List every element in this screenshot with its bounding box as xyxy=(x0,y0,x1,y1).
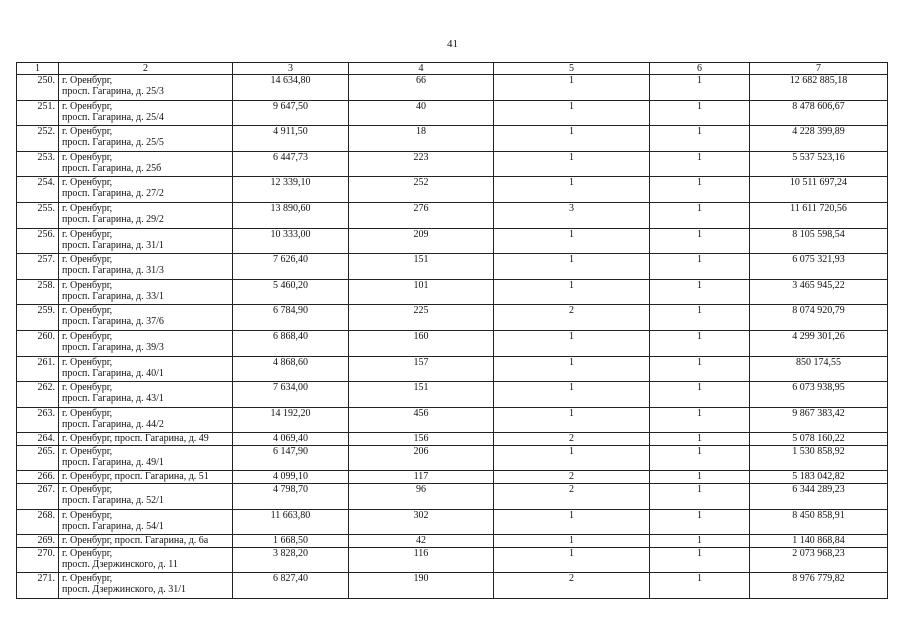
col5-cell: 1 xyxy=(494,75,650,101)
address-cell xyxy=(59,202,233,228)
area-cell: 4 868,60 xyxy=(233,356,349,382)
col6-cell: 1 xyxy=(650,382,750,408)
area-cell: 6 147,90 xyxy=(233,445,349,471)
address-cell xyxy=(59,407,233,433)
amount-cell: 1 140 868,84 xyxy=(750,535,888,548)
col5-cell: 1 xyxy=(494,330,650,356)
row-number: 251. xyxy=(17,100,59,126)
amount-cell: 1 530 858,92 xyxy=(750,445,888,471)
col4-cell: 66 xyxy=(349,75,494,101)
amount-cell: 4 299 301,26 xyxy=(750,330,888,356)
col5-cell: 1 xyxy=(494,126,650,152)
col5-cell: 1 xyxy=(494,228,650,254)
col6-cell: 1 xyxy=(650,535,750,548)
amount-cell: 2 073 968,23 xyxy=(750,547,888,573)
address-cell xyxy=(59,509,233,535)
col6-cell: 1 xyxy=(650,509,750,535)
row-number: 266. xyxy=(17,471,59,484)
address-line: просп. Гагарина, д. 25/4 xyxy=(62,111,164,123)
address-line: г. Оренбург, xyxy=(62,100,113,112)
table-row xyxy=(17,535,888,548)
address-line: г. Оренбург, xyxy=(62,407,113,419)
col6-cell: 1 xyxy=(650,151,750,177)
address-line: г. Оренбург, xyxy=(62,177,113,189)
area-cell: 4 798,70 xyxy=(233,483,349,509)
area-cell: 14 192,20 xyxy=(233,407,349,433)
amount-cell: 6 075 321,93 xyxy=(750,254,888,280)
area-cell: 12 339,10 xyxy=(233,177,349,203)
address-line: просп. Гагарина, д. 49/1 xyxy=(62,456,164,468)
col4-cell: 223 xyxy=(349,151,494,177)
col5-cell: 2 xyxy=(494,433,650,446)
col4-cell: 456 xyxy=(349,407,494,433)
col4-cell: 117 xyxy=(349,471,494,484)
col5-cell: 2 xyxy=(494,471,650,484)
table-row xyxy=(17,356,888,382)
col6-cell: 1 xyxy=(650,330,750,356)
address-line: просп. Гагарина, д. 37/6 xyxy=(62,316,164,328)
table-row xyxy=(17,509,888,535)
address-line: г. Оренбург, xyxy=(62,573,113,585)
address-line: г. Оренбург, xyxy=(62,356,113,368)
row-number: 269. xyxy=(17,535,59,548)
col6-cell: 1 xyxy=(650,433,750,446)
address-cell xyxy=(59,483,233,509)
row-number: 261. xyxy=(17,356,59,382)
address-cell xyxy=(59,126,233,152)
area-cell: 6 868,40 xyxy=(233,330,349,356)
area-cell: 7 626,40 xyxy=(233,254,349,280)
col5-cell: 1 xyxy=(494,100,650,126)
data-table xyxy=(16,62,888,599)
address-line: просп. Гагарина, д. 54/1 xyxy=(62,520,164,532)
amount-cell: 12 682 885,18 xyxy=(750,75,888,101)
col6-cell: 1 xyxy=(650,100,750,126)
col4-cell: 252 xyxy=(349,177,494,203)
row-number: 252. xyxy=(17,126,59,152)
address-cell xyxy=(59,254,233,280)
area-cell: 5 460,20 xyxy=(233,279,349,305)
amount-cell: 8 105 598,54 xyxy=(750,228,888,254)
address-cell xyxy=(59,228,233,254)
page-number: 41 xyxy=(447,38,458,50)
row-number: 257. xyxy=(17,254,59,280)
table-row xyxy=(17,75,888,101)
address-line: г. Оренбург, xyxy=(62,509,113,521)
address-line: просп. Гагарина, д. 40/1 xyxy=(62,367,164,379)
table-row xyxy=(17,151,888,177)
col6-cell: 1 xyxy=(650,573,750,599)
table-row xyxy=(17,445,888,471)
address-line: г. Оренбург, xyxy=(62,228,113,240)
address-line: просп. Гагарина, д. 44/2 xyxy=(62,418,164,430)
col5-cell: 1 xyxy=(494,547,650,573)
address-cell xyxy=(59,177,233,203)
table-row xyxy=(17,407,888,433)
col6-cell: 1 xyxy=(650,483,750,509)
col4-cell: 157 xyxy=(349,356,494,382)
address-line: просп. Гагарина, д. 31/1 xyxy=(62,239,164,251)
col5-cell: 1 xyxy=(494,356,650,382)
area-cell: 4 911,50 xyxy=(233,126,349,152)
row-number: 253. xyxy=(17,151,59,177)
address-cell xyxy=(59,305,233,331)
row-number: 259. xyxy=(17,305,59,331)
table-row xyxy=(17,279,888,305)
address-cell xyxy=(59,445,233,471)
table-row xyxy=(17,547,888,573)
col6-cell: 1 xyxy=(650,356,750,382)
address-cell xyxy=(59,330,233,356)
address-line: г. Оренбург, просп. Гагарина, д. 51 xyxy=(62,471,209,483)
address-line: г. Оренбург, xyxy=(62,483,113,495)
col4-cell: 209 xyxy=(349,228,494,254)
address-cell xyxy=(59,535,233,548)
address-line: просп. Гагарина, д. 31/3 xyxy=(62,265,164,277)
table-row xyxy=(17,305,888,331)
address-line: г. Оренбург, xyxy=(62,547,113,559)
col4-cell: 96 xyxy=(349,483,494,509)
table-row xyxy=(17,483,888,509)
amount-cell: 8 478 606,67 xyxy=(750,100,888,126)
col6-cell: 1 xyxy=(650,547,750,573)
col5-cell: 1 xyxy=(494,509,650,535)
col5-cell: 1 xyxy=(494,445,650,471)
address-line: г. Оренбург, xyxy=(62,75,113,86)
row-number: 262. xyxy=(17,382,59,408)
col5-cell: 1 xyxy=(494,254,650,280)
col4-cell: 156 xyxy=(349,433,494,446)
address-line: г. Оренбург, xyxy=(62,279,113,291)
amount-cell: 850 174,55 xyxy=(750,356,888,382)
address-line: г. Оренбург, просп. Гагарина, д. 6а xyxy=(62,535,209,547)
col5-cell: 1 xyxy=(494,407,650,433)
col5-cell: 1 xyxy=(494,535,650,548)
amount-cell: 11 611 720,56 xyxy=(750,202,888,228)
row-number: 255. xyxy=(17,202,59,228)
column-header: 3 xyxy=(233,63,349,75)
address-cell xyxy=(59,547,233,573)
amount-cell: 5 078 160,22 xyxy=(750,433,888,446)
table-row xyxy=(17,382,888,408)
column-header: 4 xyxy=(349,63,494,75)
amount-cell: 9 867 383,42 xyxy=(750,407,888,433)
amount-cell: 3 465 945,22 xyxy=(750,279,888,305)
row-number: 265. xyxy=(17,445,59,471)
area-cell: 9 647,50 xyxy=(233,100,349,126)
col6-cell: 1 xyxy=(650,126,750,152)
table-row xyxy=(17,202,888,228)
col4-cell: 18 xyxy=(349,126,494,152)
address-line: г. Оренбург, xyxy=(62,151,113,163)
address-line: г. Оренбург, xyxy=(62,202,113,214)
area-cell: 6 827,40 xyxy=(233,573,349,599)
row-number: 254. xyxy=(17,177,59,203)
amount-cell: 5 537 523,16 xyxy=(750,151,888,177)
address-line: просп. Гагарина, д. 43/1 xyxy=(62,393,164,405)
col4-cell: 160 xyxy=(349,330,494,356)
area-cell: 6 784,90 xyxy=(233,305,349,331)
col4-cell: 151 xyxy=(349,254,494,280)
col4-cell: 276 xyxy=(349,202,494,228)
area-cell: 4 099,10 xyxy=(233,471,349,484)
address-cell xyxy=(59,573,233,599)
row-number: 250. xyxy=(17,75,59,101)
area-cell: 7 634,00 xyxy=(233,382,349,408)
col4-cell: 302 xyxy=(349,509,494,535)
col5-cell: 3 xyxy=(494,202,650,228)
row-number: 264. xyxy=(17,433,59,446)
table-row xyxy=(17,126,888,152)
col4-cell: 42 xyxy=(349,535,494,548)
col5-cell: 2 xyxy=(494,483,650,509)
col4-cell: 225 xyxy=(349,305,494,331)
address-cell xyxy=(59,151,233,177)
col6-cell: 1 xyxy=(650,279,750,305)
address-cell xyxy=(59,471,233,484)
table-header-row xyxy=(17,63,888,75)
row-number: 267. xyxy=(17,483,59,509)
address-line: г. Оренбург, xyxy=(62,445,113,457)
address-cell xyxy=(59,382,233,408)
col5-cell: 2 xyxy=(494,573,650,599)
address-line: просп. Гагарина, д. 29/2 xyxy=(62,213,164,225)
area-cell: 4 069,40 xyxy=(233,433,349,446)
address-cell xyxy=(59,100,233,126)
col4-cell: 151 xyxy=(349,382,494,408)
area-cell: 6 447,73 xyxy=(233,151,349,177)
row-number: 263. xyxy=(17,407,59,433)
address-cell xyxy=(59,75,233,101)
row-number: 271. xyxy=(17,573,59,599)
address-line: просп. Дзержинского, д. 11 xyxy=(62,558,178,570)
table-row xyxy=(17,433,888,446)
col5-cell: 1 xyxy=(494,151,650,177)
col4-cell: 116 xyxy=(349,547,494,573)
address-line: г. Оренбург, xyxy=(62,330,113,342)
col4-cell: 190 xyxy=(349,573,494,599)
column-header: 5 xyxy=(494,63,650,75)
col5-cell: 1 xyxy=(494,177,650,203)
area-cell: 1 668,50 xyxy=(233,535,349,548)
col4-cell: 40 xyxy=(349,100,494,126)
col6-cell: 1 xyxy=(650,254,750,280)
table-row xyxy=(17,471,888,484)
address-line: просп. Гагарина, д. 33/1 xyxy=(62,290,164,302)
table-row xyxy=(17,228,888,254)
amount-cell: 4 228 399,89 xyxy=(750,126,888,152)
column-header: 1 xyxy=(17,63,59,75)
area-cell: 3 828,20 xyxy=(233,547,349,573)
col6-cell: 1 xyxy=(650,202,750,228)
col5-cell: 2 xyxy=(494,305,650,331)
col6-cell: 1 xyxy=(650,305,750,331)
area-cell: 11 663,80 xyxy=(233,509,349,535)
col6-cell: 1 xyxy=(650,75,750,101)
address-line: просп. Гагарина, д. 27/2 xyxy=(62,188,164,200)
address-cell xyxy=(59,433,233,446)
area-cell: 14 634,80 xyxy=(233,75,349,101)
col6-cell: 1 xyxy=(650,407,750,433)
column-header: 6 xyxy=(650,63,750,75)
column-header: 2 xyxy=(59,63,233,75)
row-number: 258. xyxy=(17,279,59,305)
amount-cell: 8 450 858,91 xyxy=(750,509,888,535)
column-header: 7 xyxy=(750,63,888,75)
col6-cell: 1 xyxy=(650,445,750,471)
address-line: г. Оренбург, xyxy=(62,305,113,317)
amount-cell: 6 073 938,95 xyxy=(750,382,888,408)
table-row xyxy=(17,330,888,356)
area-cell: 10 333,00 xyxy=(233,228,349,254)
address-line: просп. Дзержинского, д. 31/1 xyxy=(62,584,186,596)
col4-cell: 101 xyxy=(349,279,494,305)
address-line: просп. Гагарина, д. 25б xyxy=(62,162,162,174)
address-line: г. Оренбург, просп. Гагарина, д. 49 xyxy=(62,433,209,445)
row-number: 256. xyxy=(17,228,59,254)
col5-cell: 1 xyxy=(494,279,650,305)
amount-cell: 8 074 920,79 xyxy=(750,305,888,331)
address-line: г. Оренбург, xyxy=(62,254,113,266)
address-cell xyxy=(59,279,233,305)
address-line: просп. Гагарина, д. 25/5 xyxy=(62,137,164,149)
address-line: просп. Гагарина, д. 52/1 xyxy=(62,494,164,506)
address-line: г. Оренбург, xyxy=(62,382,113,394)
row-number: 260. xyxy=(17,330,59,356)
table-row xyxy=(17,573,888,599)
col6-cell: 1 xyxy=(650,177,750,203)
address-cell xyxy=(59,356,233,382)
col5-cell: 1 xyxy=(494,382,650,408)
table-row xyxy=(17,254,888,280)
col6-cell: 1 xyxy=(650,471,750,484)
col6-cell: 1 xyxy=(650,228,750,254)
table-row xyxy=(17,100,888,126)
amount-cell: 8 976 779,82 xyxy=(750,573,888,599)
amount-cell: 5 183 042,82 xyxy=(750,471,888,484)
address-line: г. Оренбург, xyxy=(62,126,113,138)
table-row xyxy=(17,177,888,203)
row-number: 270. xyxy=(17,547,59,573)
area-cell: 13 890,60 xyxy=(233,202,349,228)
address-line: просп. Гагарина, д. 39/3 xyxy=(62,341,164,353)
col4-cell: 206 xyxy=(349,445,494,471)
row-number: 268. xyxy=(17,509,59,535)
amount-cell: 10 511 697,24 xyxy=(750,177,888,203)
amount-cell: 6 344 289,23 xyxy=(750,483,888,509)
address-line: просп. Гагарина, д. 25/3 xyxy=(62,86,164,97)
